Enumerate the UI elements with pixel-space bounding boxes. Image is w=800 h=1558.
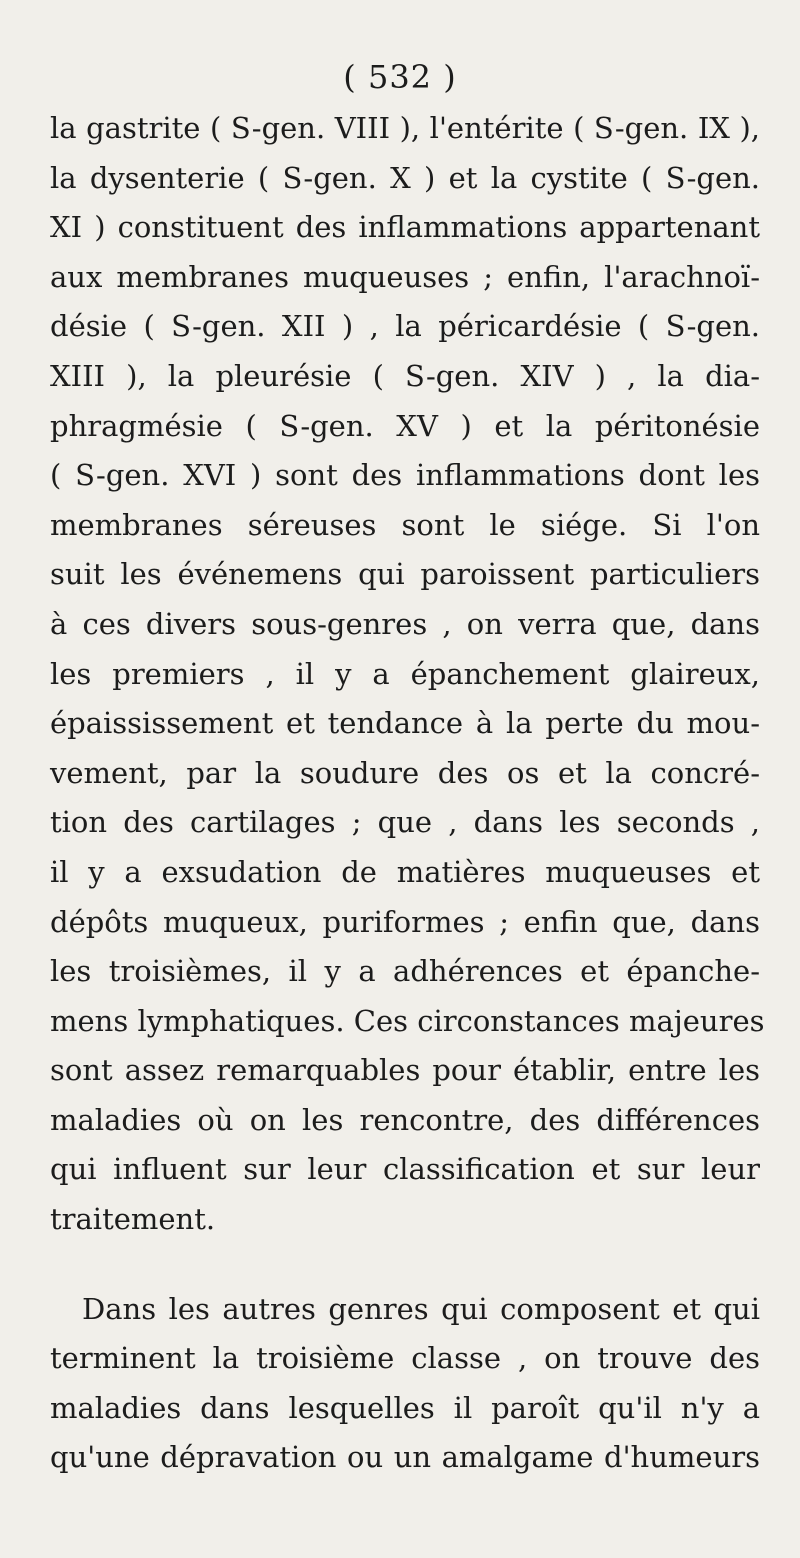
text-line: qu'une dépravation ou un amalgame d'humeurs <box>50 1440 760 1475</box>
text-line: la dysenterie ( S-gen. X ) et la cystite ( S-gen. <box>50 160 760 195</box>
text-line: la gastrite ( S-gen. VIII ), l'entérite ( S-gen. IX ), <box>50 111 760 145</box>
text-line: traitement. <box>50 1202 216 1237</box>
text-line: à ces divers sous-genres , on verra que, dans <box>50 606 760 641</box>
text-line: maladies dans lesquelles il paroît qu'il n'y a <box>50 1390 760 1425</box>
text-line: épaississement et tendance à la perte du mou- <box>50 706 760 741</box>
text-line: membranes séreuses sont le siége. Si l'on <box>50 507 760 542</box>
paragraph-2 <box>50 1285 760 1483</box>
text-line: vement, par la soudure des os et la concré- <box>50 755 760 790</box>
text-line: suit les événemens qui paroissent particuliers <box>50 557 760 592</box>
page-body <box>50 104 765 1483</box>
text-line: Dans les autres genres qui composent et qui <box>82 1291 760 1326</box>
text-line: tion des cartilages ; que , dans les seconds , <box>50 805 760 840</box>
text-line: désie ( S-gen. XII ) , la péricardésie ( S-gen. <box>50 309 760 344</box>
text-line: il y a exsudation de matières muqueuses et <box>50 854 760 889</box>
text-line: sont assez remarquables pour établir, entre les <box>50 1053 760 1088</box>
text-line: aux membranes muqueuses ; enfin, l'arachnoï- <box>50 259 760 294</box>
text-line: les troisièmes, il y a adhérences et épanche- <box>50 954 760 989</box>
paragraph-1 <box>50 104 765 1245</box>
text-line: XI ) constituent des inflammations appartenant <box>50 210 760 245</box>
text-line: terminent la troisième classe , on trouve des <box>50 1341 760 1376</box>
text-line: ( S-gen. XVI ) sont des inflammations dont les <box>50 458 760 493</box>
page-number: ( 532 ) <box>343 58 457 96</box>
paragraph-gap <box>50 1245 760 1285</box>
text-line: les premiers , il y a épanchement glaireux, <box>50 656 760 691</box>
text-line: qui influent sur leur classification et sur leur <box>50 1152 760 1187</box>
text-line: XIII ), la pleurésie ( S-gen. XIV ) , la dia- <box>50 358 760 393</box>
text-line: phragmésie ( S-gen. XV ) et la péritonésie <box>50 408 760 443</box>
text-line: maladies où on les rencontre, des différences <box>50 1102 760 1137</box>
text-line: dépôts muqueux, puriformes ; enfin que, dans <box>50 904 760 939</box>
text-line: mens lymphatiques. Ces circonstances majeures <box>50 1003 765 1038</box>
